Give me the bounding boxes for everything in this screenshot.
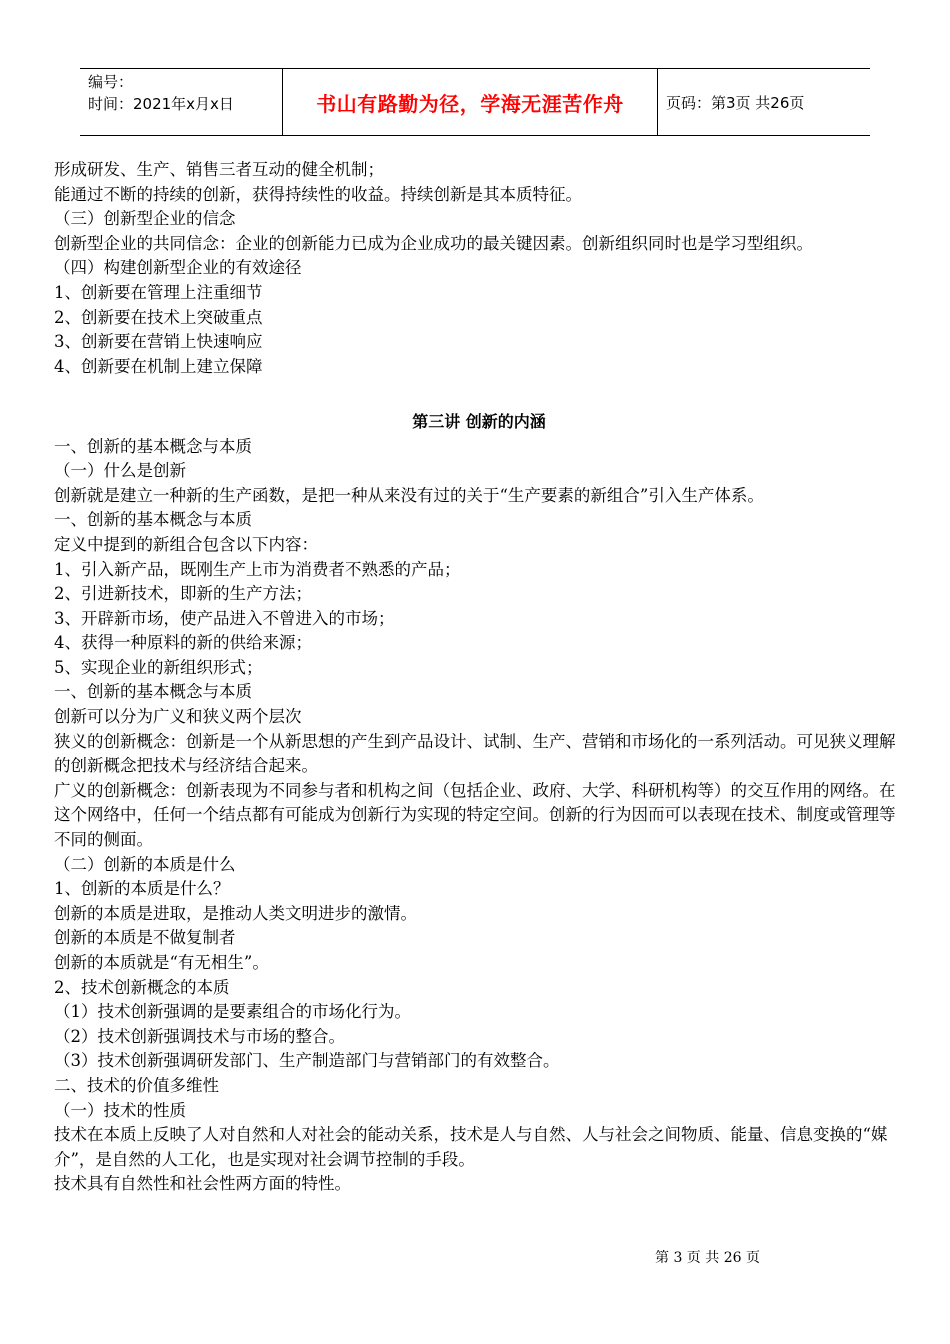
paragraph: 1、创新要在管理上注重细节 (54, 282, 263, 302)
paragraph: （四）构建创新型企业的有效途径 (54, 258, 302, 278)
paragraph: 4、获得一种原料的新的供给来源； (54, 633, 312, 653)
paragraph: （三）创新型企业的信念 (54, 209, 236, 229)
document-body (54, 158, 904, 1197)
paragraph: 3、创新要在营销上快速响应 (54, 332, 263, 352)
paragraph: 2、创新要在技术上突破重点 (54, 307, 263, 327)
paragraph: 2、引进新技术，即新的生产方法； (54, 584, 312, 604)
paragraph: 创新的本质是不做复制者 (54, 928, 236, 948)
header-page-cell (658, 69, 870, 135)
time-label: 时间：2021年x月x日 (88, 95, 234, 113)
paragraph: 狭义的创新概念：创新是一个从新思想的产生到产品设计、试制、生产、营销和市场化的一系列活动。可见狭义理解的创新概念把技术与经济结合起来。 (54, 731, 896, 776)
paragraph: 创新的本质是进取，是推动人类文明进步的激情。 (54, 903, 417, 923)
paragraph: 能通过不断的持续的创新，获得持续性的收益。持续创新是其本质特征。 (54, 184, 582, 204)
spacer (54, 379, 904, 404)
paragraph: （2）技术创新强调技术与市场的整合。 (54, 1026, 345, 1046)
paragraph: 定义中提到的新组合包含以下内容： (54, 534, 318, 554)
section-title: 第三讲 创新的内涵 (412, 411, 546, 431)
paragraph: 4、创新要在机制上建立保障 (54, 356, 263, 376)
paragraph: 创新型企业的共同信念：企业的创新能力已成为企业成功的最关键因素。创新组织同时也是学习型组织。 (54, 233, 813, 253)
code-label: 编号： (88, 73, 134, 91)
paragraph: 2、技术创新概念的本质 (54, 977, 230, 997)
header-motto-cell (282, 69, 658, 135)
paragraphs-before (54, 158, 904, 379)
header-table (80, 68, 870, 136)
paragraph: （3）技术创新强调研发部门、生产制造部门与营销部门的有效整合。 (54, 1051, 560, 1071)
paragraph: （一）技术的性质 (54, 1100, 186, 1120)
paragraph: 1、创新的本质是什么？ (54, 879, 230, 899)
paragraph: （一）什么是创新 (54, 461, 186, 481)
page-footer: 第 3 页 共 26 页 (655, 1250, 760, 1266)
paragraph: （1）技术创新强调的是要素组合的市场化行为。 (54, 1002, 411, 1022)
paragraph: 技术在本质上反映了人对自然和人对社会的能动关系，技术是人与自然、人与社会之间物质、能量、信息变换的“媒介”，是自然的人工化，也是实现对社会调节控制的手段。 (54, 1125, 888, 1169)
paragraph: 技术具有自然性和社会性两方面的特性。 (54, 1174, 351, 1194)
paragraph: 3、开辟新市场，使产品进入不曾进入的市场； (54, 608, 395, 628)
paragraph: （二）创新的本质是什么 (54, 854, 236, 874)
paragraph: 一、创新的基本概念与本质 (54, 436, 252, 456)
header-info-cell (80, 69, 282, 135)
paragraph: 形成研发、生产、销售三者互动的健全机制； (54, 160, 384, 179)
paragraph: 二、技术的价值多维性 (54, 1075, 219, 1095)
paragraph: 广义的创新概念：创新表现为不同参与者和机构之间（包括企业、政府、大学、科研机构等）的交互作用的网络。在这个网络中，任何一个结点都有可能成为创新行为实现的特定空间。创新的行为因而可以表现在技术、制度或管理等不同的侧面。 (54, 780, 896, 850)
paragraph: 一、创新的基本概念与本质 (54, 510, 252, 530)
paragraph: 创新的本质就是“有无相生”。 (54, 953, 269, 972)
paragraph: 创新可以分为广义和狭义两个层次 (54, 707, 302, 727)
paragraph: 一、创新的基本概念与本质 (54, 682, 252, 702)
paragraph: 1、引入新产品，既刚生产上市为消费者不熟悉的产品； (54, 559, 461, 579)
paragraphs-after (54, 435, 904, 1197)
motto: 书山有路勤为径，学海无涯苦作舟 (316, 91, 624, 116)
page-info: 页码：第3页 共26页 (666, 93, 805, 112)
paragraph: 创新就是建立一种新的生产函数，是把一种从来没有过的关于“生产要素的新组合”引入生产体系。 (54, 485, 764, 505)
paragraph: 5、实现企业的新组织形式； (54, 657, 263, 677)
